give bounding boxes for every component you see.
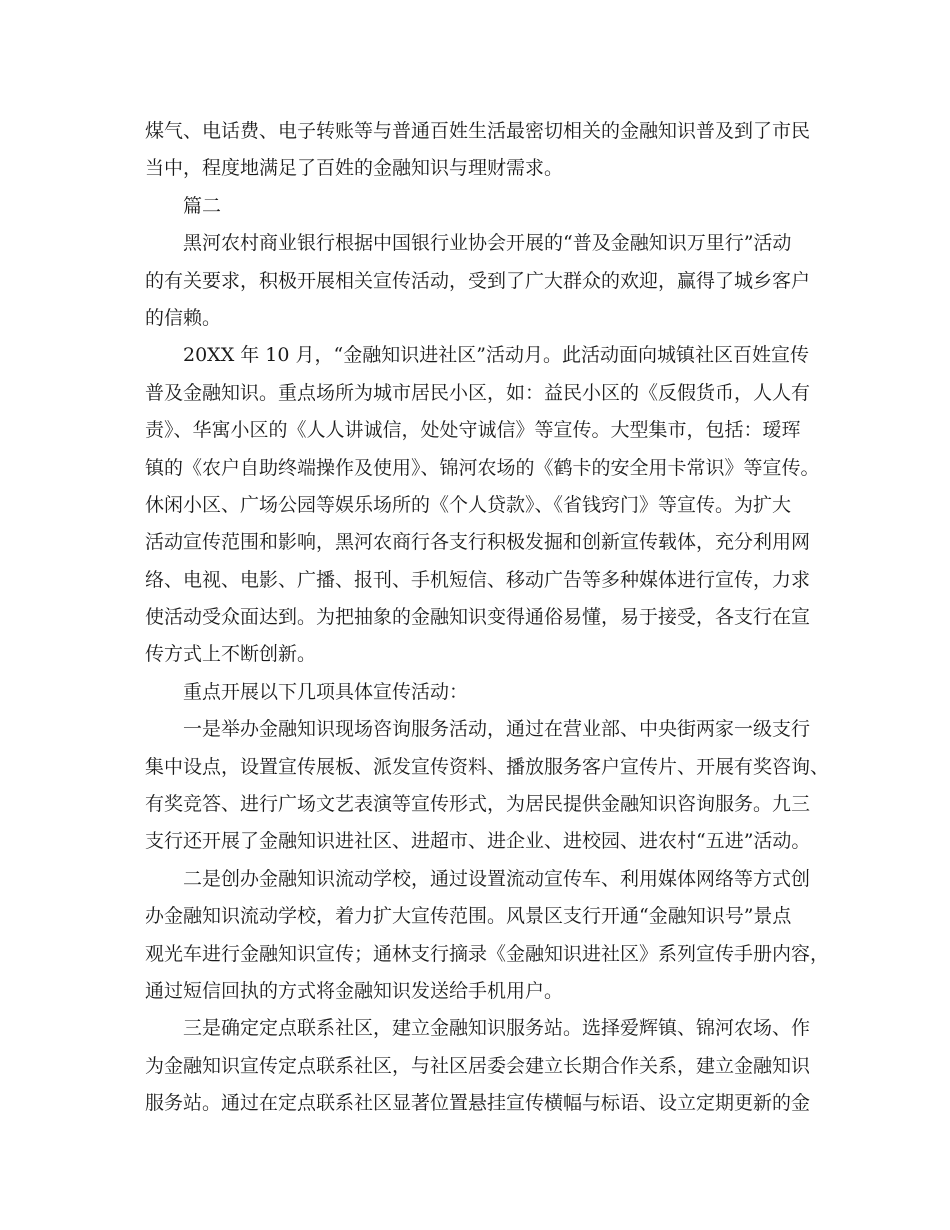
text-line: 普及金融知识。重点场所为城市居民小区，如：益民小区的《反假货币，人人有 xyxy=(145,381,811,404)
text-line: 镇的《农户自助终端操作及使用》、锦河农场的《鹤卡的安全用卡常识》等宣传。 xyxy=(145,456,820,479)
text-line: 篇二 xyxy=(183,194,222,217)
document-body xyxy=(145,113,830,1123)
text-line: 的有关要求，积极开展相关宣传活动，受到了广大群众的欢迎，赢得了城乡客户 xyxy=(145,269,811,292)
text-line: 一是举办金融知识现场咨询服务活动，通过在营业部、中央街两家一级支行 xyxy=(183,718,811,741)
text-line: 休闲小区、广场公园等娱乐场所的《个人贷款》、《省钱窍门》等宣传。为扩大 xyxy=(145,493,792,516)
text-line: 集中设点，设置宣传展板、派发宣传资料、播放服务客户宣传片、开展有奖咨询、 xyxy=(145,755,830,778)
text-line: 为金融知识宣传定点联系社区，与社区居委会建立长期合作关系，建立金融知识 xyxy=(145,1054,811,1077)
text-line: 煤气、电话费、电子转账等与普通百姓生活最密切相关的金融知识普及到了市民 xyxy=(145,120,811,142)
text-line: 责》、华寓小区的《人人讲诚信，处处守诚信》等宣传。大型集市，包括：瑷珲 xyxy=(145,419,801,442)
text-line: 观光车进行金融知识宣传；通林支行摘录《金融知识进社区》系列宣传手册内容， xyxy=(145,942,830,965)
text-line: 服务站。通过在定点联系社区显著位置悬挂宣传横幅与标语、设立定期更新的金 xyxy=(145,1092,811,1115)
text-line: 黑河农村商业银行根据中国银行业协会开展的“普及金融知识万里行”活动 xyxy=(183,232,792,255)
text-line: 三是确定定点联系社区，建立金融知识服务站。选择爱辉镇、锦河农场、作 xyxy=(183,1017,811,1040)
text-line: 当中，程度地满足了百姓的金融知识与理财需求。 xyxy=(145,157,564,180)
text-line: 20XX 年 10 月，“金融知识进社区”活动月。此活动面向城镇社区百姓宣传 xyxy=(183,344,809,367)
text-line: 办金融知识流动学校，着力扩大宣传范围。风景区支行开通“金融知识号”景点 xyxy=(145,905,792,928)
text-line: 通过短信回执的方式将金融知识发送给手机用户。 xyxy=(145,979,564,1002)
text-line: 重点开展以下几项具体宣传活动： xyxy=(183,680,469,703)
text-line: 支行还开展了金融知识进社区、进超市、进企业、进校园、进农村“五进”活动。 xyxy=(145,830,811,853)
text-line: 的信赖。 xyxy=(145,306,222,329)
text-line: 二是创办金融知识流动学校，通过设置流动宣传车、利用媒体网络等方式创 xyxy=(183,867,811,890)
text-line: 活动宣传范围和影响，黑河农商行各支行积极发掘和创新宣传载体，充分利用网 xyxy=(145,531,811,554)
text-line: 使活动受众面达到。为把抽象的金融知识变得通俗易懂，易于接受，各支行在宣 xyxy=(145,606,811,629)
text-line: 传方式上不断创新。 xyxy=(145,643,317,666)
text-line: 络、电视、电影、广播、报刊、手机短信、移动广告等多种媒体进行宣传，力求 xyxy=(145,568,811,591)
text-line: 有奖竞答、进行广场文艺表演等宣传形式，为居民提供金融知识咨询服务。九三 xyxy=(145,793,811,816)
